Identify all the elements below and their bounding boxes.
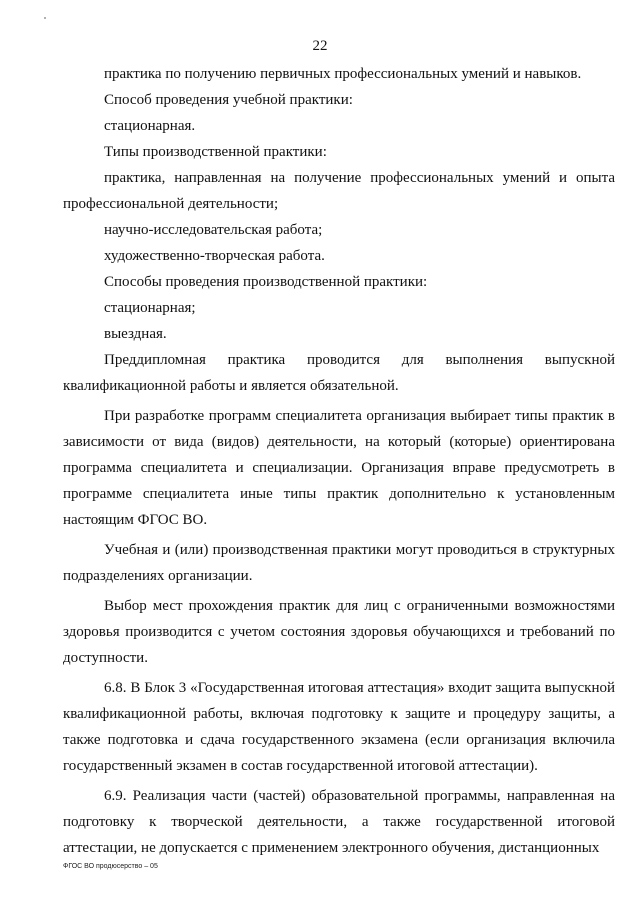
- body-text: [63, 61, 615, 865]
- paragraph: стационарная;: [104, 300, 196, 316]
- paragraph: Выбор мест прохождения практик для лиц с ограниченными возможностями здоровья производится с учетом состояния здоровья обучающихся и требований по доступности.: [63, 598, 615, 666]
- paragraph: Учебная и (или) производственная практики могут проводиться в структурных подразделениях организации.: [63, 542, 615, 584]
- page-number: 22: [312, 38, 328, 54]
- scan-speck: [44, 17, 46, 19]
- paragraph: научно-исследовательская работа;: [104, 222, 323, 238]
- paragraph: Типы производственной практики:: [104, 144, 327, 160]
- paragraph: При разработке программ специалитета организация выбирает типы практик в зависимости от вида (видов) деятельности, на который (которые) ориентирована программа специалитета и специализации. Организация вправе предусмотреть в программе специалитета иные типы практик дополнительно к установленным настоящим ФГОС ВО.: [63, 408, 615, 528]
- paragraph: практика по получению первичных профессиональных умений и навыков.: [104, 66, 582, 82]
- paragraph: Способы проведения производственной практики:: [104, 274, 428, 290]
- paragraph: 6.9. Реализация части (частей) образовательной программы, направленная на подготовку к творческой деятельности, а также государственной итоговой аттестации, не допускается с применением электронного обучения, дистанционных: [63, 788, 615, 856]
- paragraph: 6.8. В Блок 3 «Государственная итоговая аттестация» входит защита выпускной квалификационной работы, включая подготовку к защите и процедуру защиты, а также подготовка и сдача государственного экзамена (если организация включила государственный экзамен в состав государственной итоговой аттестации).: [63, 680, 615, 774]
- paragraph: художественно-творческая работа.: [104, 248, 325, 264]
- footer-note: ФГОС ВО продюсерство – 05: [63, 863, 158, 870]
- paragraph: Способ проведения учебной практики:: [104, 92, 353, 108]
- paragraph: практика, направленная на получение профессиональных умений и опыта профессиональной деятельности;: [63, 170, 615, 212]
- paragraph: Преддипломная практика проводится для выполнения выпускной квалификационной работы и является обязательной.: [63, 352, 615, 394]
- paragraph: выездная.: [104, 326, 167, 342]
- paragraph: стационарная.: [104, 118, 196, 134]
